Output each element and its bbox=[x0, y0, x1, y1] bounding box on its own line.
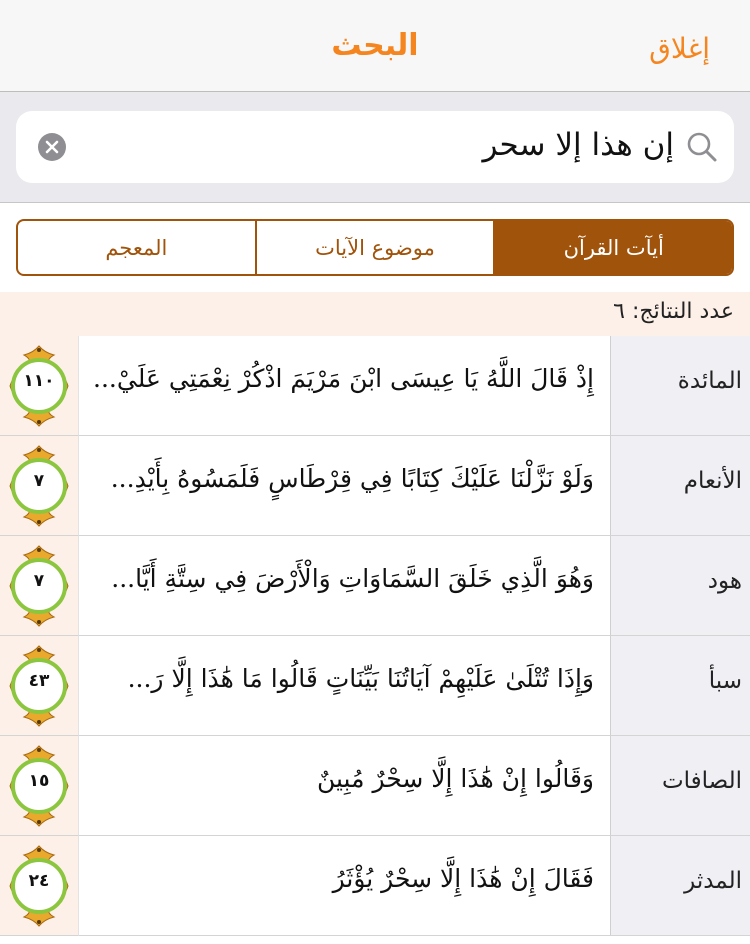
list-item[interactable] bbox=[0, 736, 750, 836]
ayah-cell bbox=[78, 836, 610, 936]
ayah-number-cell bbox=[0, 836, 78, 936]
list-item[interactable] bbox=[0, 536, 750, 636]
ayah-number: ٧ bbox=[33, 571, 45, 591]
close-button[interactable]: إغلاق bbox=[649, 32, 710, 65]
surah-cell bbox=[610, 836, 750, 936]
results-count: عدد النتائج: ٦ bbox=[613, 299, 734, 324]
surah-cell bbox=[610, 736, 750, 836]
ayah-text: إِذْ قَالَ اللَّهُ يَا عِيسَى ابْنَ مَرْيَمَ اذْكُرْ نِعْمَتِي عَلَيْ... bbox=[93, 364, 594, 393]
search-scope-tabs bbox=[16, 219, 734, 276]
ayah-cell bbox=[78, 736, 610, 836]
ayah-number-cell bbox=[0, 536, 78, 636]
clear-search-button[interactable] bbox=[38, 133, 66, 161]
ayah-number: ٤٣ bbox=[28, 671, 50, 691]
ayah-number-cell bbox=[0, 636, 78, 736]
list-item[interactable] bbox=[0, 336, 750, 436]
ayah-text: فَقَالَ إِنْ هَٰذَا إِلَّا سِحْرٌ يُؤْثَرُ bbox=[332, 864, 594, 893]
ayah-cell bbox=[78, 436, 610, 536]
ayah-number-cell bbox=[0, 736, 78, 836]
list-item[interactable] bbox=[0, 636, 750, 736]
ayah-number: ١١٠ bbox=[23, 371, 55, 391]
search-input[interactable] bbox=[16, 111, 734, 183]
ayah-text: وَإِذَا تُتْلَىٰ عَلَيْهِمْ آيَاتُنَا بَيِّنَاتٍ قَالُوا مَا هَٰذَا إِلَّا رَ... bbox=[127, 664, 594, 693]
ayah-cell bbox=[78, 336, 610, 436]
surah-name: الأنعام bbox=[683, 468, 742, 494]
results-list bbox=[0, 336, 750, 944]
surah-name: المائدة bbox=[677, 368, 742, 394]
ayah-text: وَهُوَ الَّذِي خَلَقَ السَّمَاوَاتِ وَالْأَرْضَ فِي سِتَّةِ أَيَّا... bbox=[111, 564, 594, 593]
page-title: البحث bbox=[331, 28, 419, 63]
navigation-bar bbox=[0, 0, 750, 92]
surah-name: هود bbox=[707, 568, 742, 594]
surah-cell bbox=[610, 336, 750, 436]
results-count-bar bbox=[0, 292, 750, 336]
search-bar bbox=[0, 92, 750, 203]
surah-cell bbox=[610, 636, 750, 736]
tab-quran-ayat[interactable]: أيآت القرآن bbox=[493, 221, 732, 274]
ayah-cell bbox=[78, 636, 610, 736]
ayah-number-cell bbox=[0, 336, 78, 436]
ayah-text: وَلَوْ نَزَّلْنَا عَلَيْكَ كِتَابًا فِي قِرْطَاسٍ فَلَمَسُوهُ بِأَيْدِ... bbox=[110, 464, 594, 493]
list-item[interactable] bbox=[0, 836, 750, 936]
ayah-text: وَقَالُوا إِنْ هَٰذَا إِلَّا سِحْرٌ مُبِينٌ bbox=[316, 764, 594, 793]
close-icon bbox=[38, 133, 66, 161]
tab-ayah-topics[interactable]: موضوع الآيات bbox=[255, 221, 494, 274]
list-item[interactable] bbox=[0, 436, 750, 536]
ayah-number: ٧ bbox=[33, 471, 45, 491]
search-query-text: إن هذا إلا سحر bbox=[482, 127, 674, 163]
surah-name: الصافات bbox=[661, 768, 742, 794]
ayah-number: ٢٤ bbox=[28, 871, 50, 891]
ayah-number: ١٥ bbox=[28, 771, 50, 791]
ayah-cell bbox=[78, 536, 610, 636]
tab-dictionary[interactable]: المعجم bbox=[105, 235, 168, 260]
ayah-number-cell bbox=[0, 436, 78, 536]
surah-name: سبأ bbox=[708, 668, 742, 694]
surah-cell bbox=[610, 536, 750, 636]
surah-cell bbox=[610, 436, 750, 536]
surah-name: المدثر bbox=[684, 868, 742, 894]
search-icon bbox=[684, 129, 720, 165]
